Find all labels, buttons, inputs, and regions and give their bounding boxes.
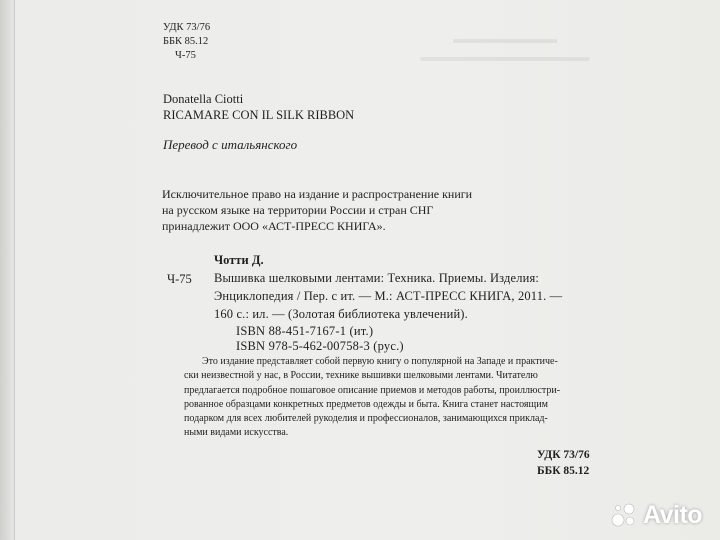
author-mark: Ч-75 [175, 50, 196, 61]
original-title: RICAMARE CON IL SILK RIBBON [163, 108, 355, 122]
copyright-line: на русском языке на территории России и стран СНГ [162, 203, 434, 217]
bbk-code: ББК 85.12 [163, 36, 209, 47]
udk-code: УДК 73/76 [537, 449, 590, 461]
bleed-through-text: ▬▬▬▬▬▬▬▬ ▬▬▬▬▬▬▬▬▬▬▬▬▬ [420, 31, 590, 64]
catalog-line: 160 с.: ил. — (Золотая библиотека увлечений). [214, 307, 468, 321]
catalog-index: Ч-75 [167, 272, 192, 286]
isbn-russian: ISBN 978-5-462-00758-3 (рус.) [236, 339, 404, 353]
annotation-line: предлагается подробное пошаговое описание приемов и методов работы, проиллюстри- [184, 384, 561, 396]
udk-code: УДК 73/76 [163, 22, 211, 33]
avito-logo-icon [611, 502, 637, 528]
translation-note: Перевод с итальянского [163, 137, 298, 152]
annotation-line: подарком для всех любителей рукоделия и профессионалов, занимающихся приклад- [184, 413, 548, 425]
original-author: Donatella Ciotti [163, 92, 244, 106]
catalog-author: Чотти Д. [214, 253, 264, 267]
classification-codes-bottom [537, 447, 590, 479]
copyright-line: Исключительное право на издание и распространение книги [162, 187, 473, 201]
avito-watermark-text: Avito [643, 500, 703, 529]
bbk-code: ББК 85.12 [537, 465, 590, 477]
catalog-line: Энциклопедия / Пер. с ит. — М.: АСТ-ПРЕСС КНИГА, 2011. — [214, 289, 563, 303]
isbn-original: ISBN 88-451-7167-1 (ит.) [236, 324, 374, 338]
annotation-line: ски неизвестной у нас, в России, технике вышивки шелковыми лентами. Читателю [184, 370, 538, 382]
catalog-line: Вышивка шелковыми лентами: Техника. Приемы. Изделия: [214, 271, 539, 285]
classification-codes-top [163, 21, 210, 63]
annotation-line: рованное образцами конкретных предметов одежды и быта. Книга станет настоящим [184, 398, 548, 410]
page-fold [0, 0, 15, 540]
isbn-block [236, 324, 404, 354]
annotation-line: ными видами искусства. [184, 427, 289, 439]
catalog-description [214, 269, 562, 323]
annotation [184, 355, 560, 441]
annotation-line: Это издание представляет собой первую книгу о популярной на Западе и практиче- [202, 356, 558, 367]
copyright-line: принадлежит ООО «АСТ-ПРЕСС КНИГА». [162, 219, 386, 233]
avito-watermark [611, 502, 702, 528]
copyright-notice [162, 186, 472, 234]
